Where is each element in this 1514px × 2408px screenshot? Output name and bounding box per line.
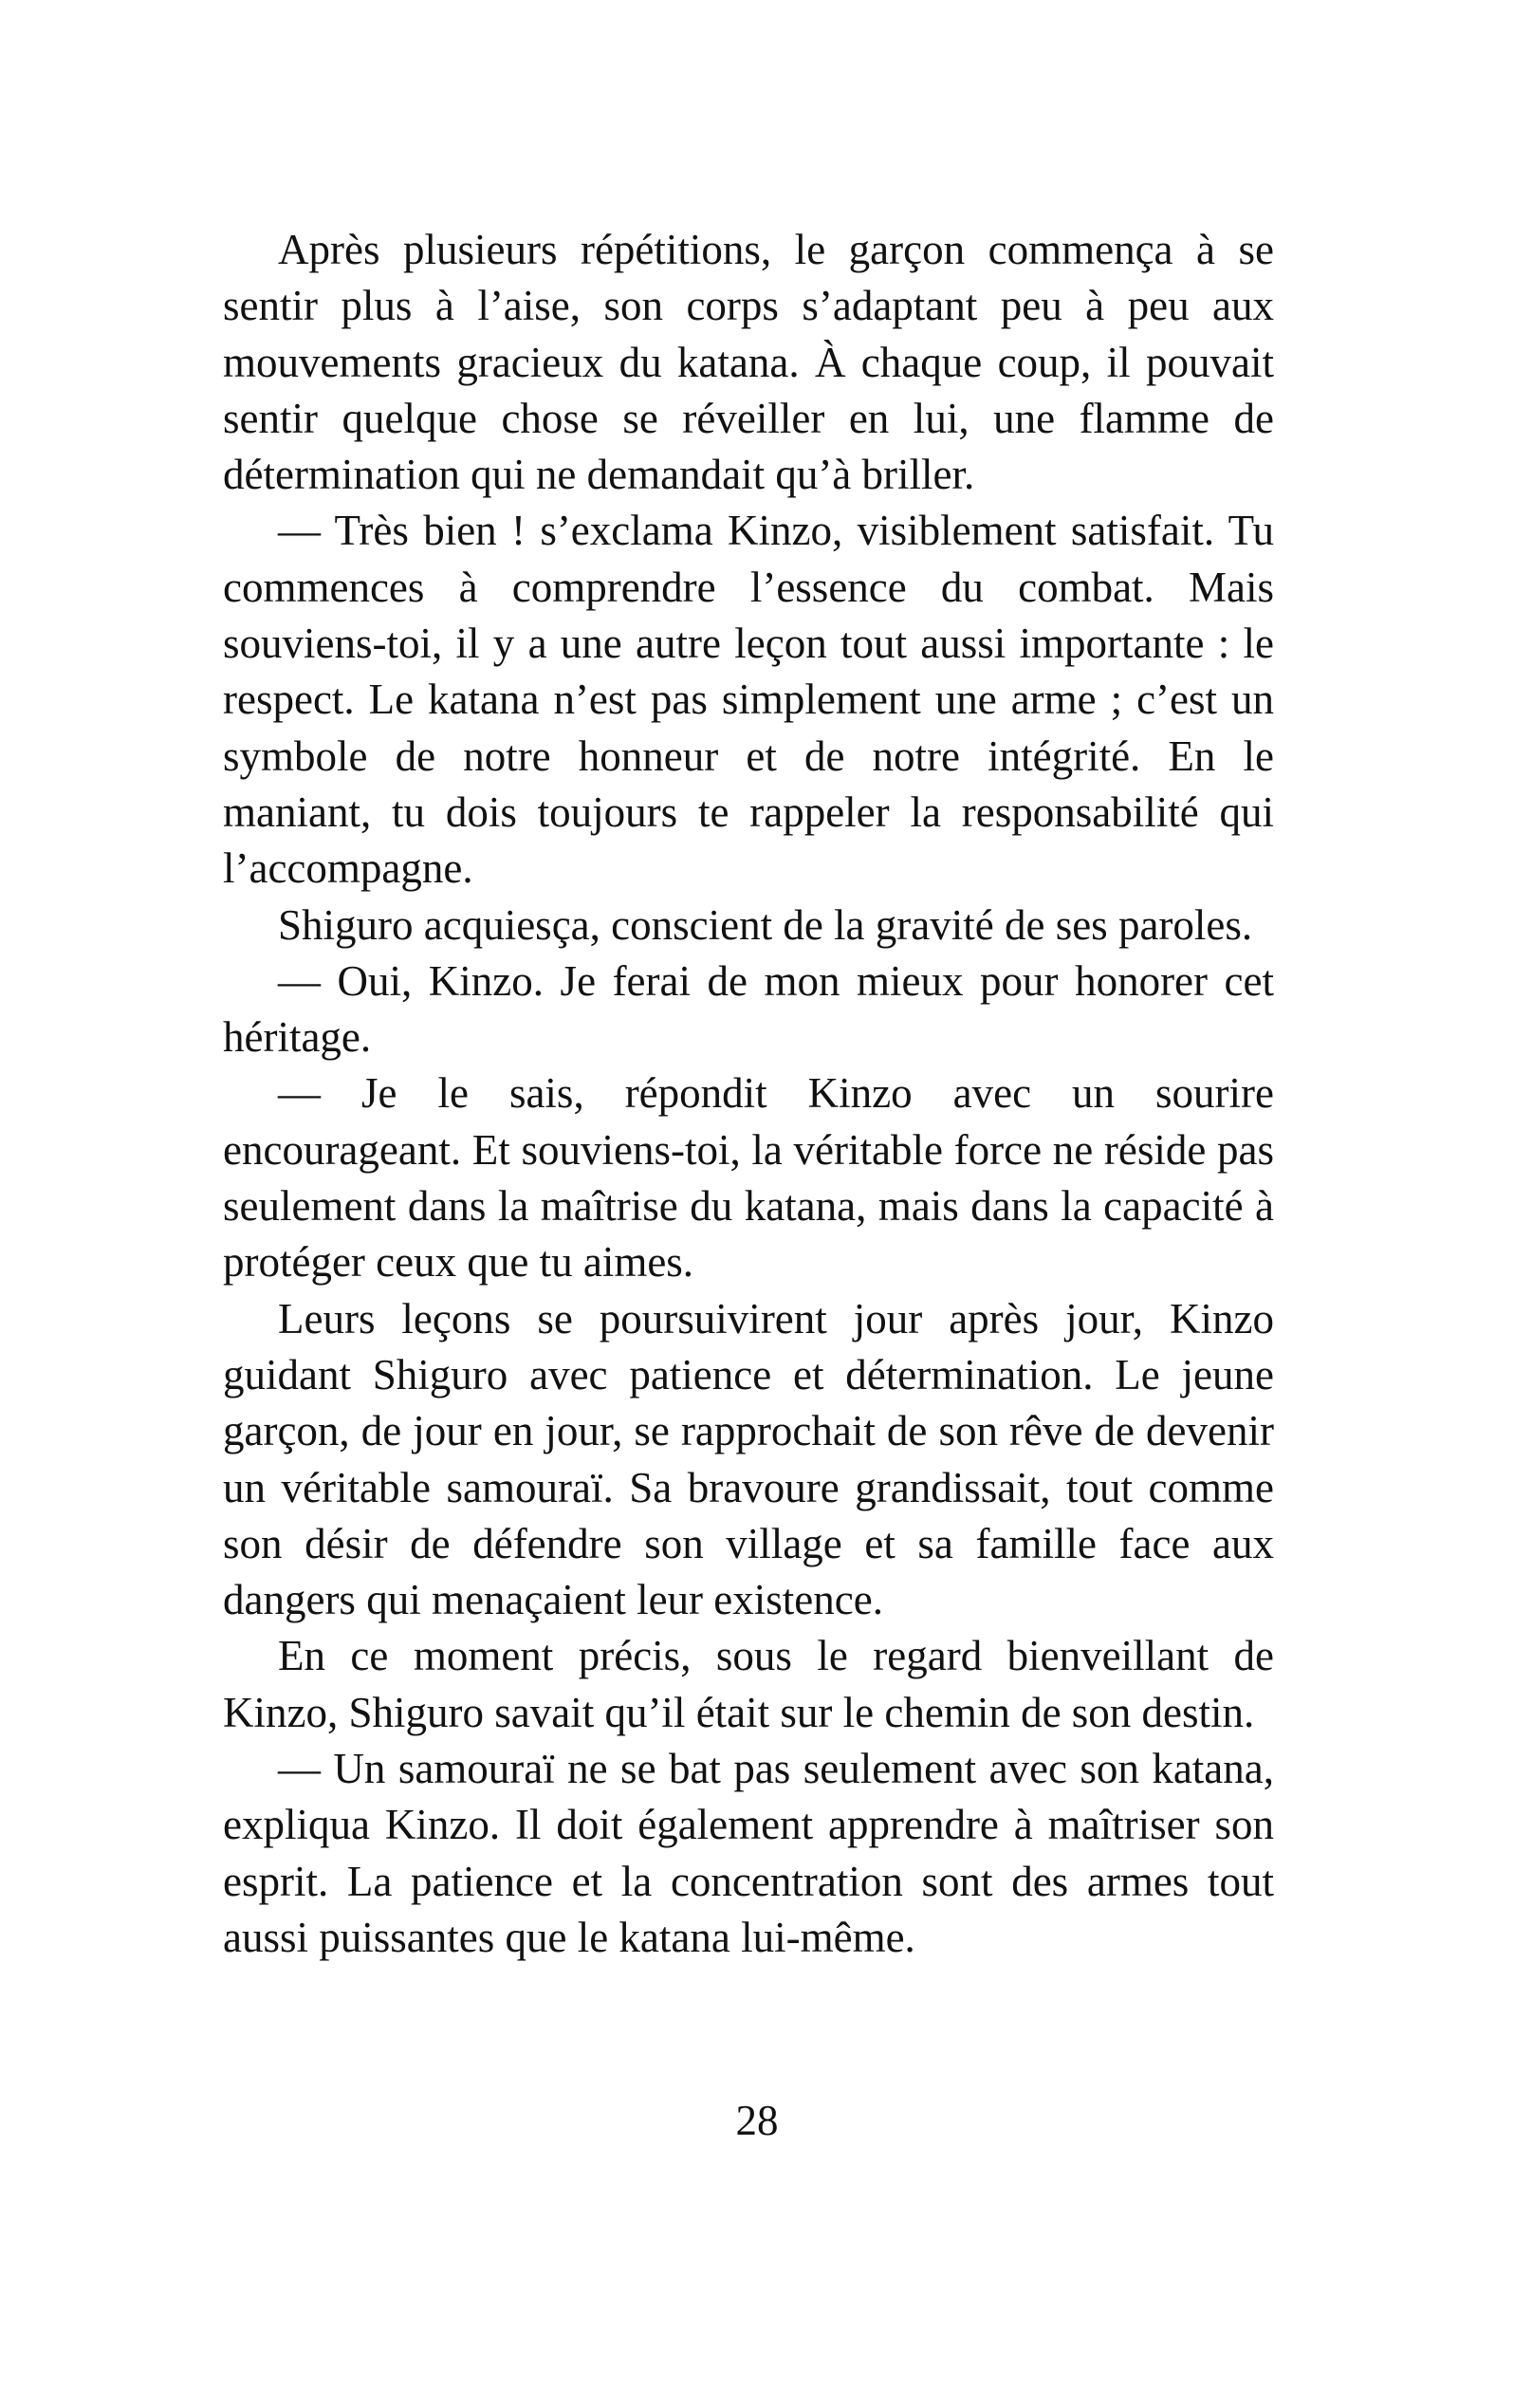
paragraph: — Oui, Kinzo. Je ferai de mon mieux pour honorer cet héritage. [223, 956, 1274, 1062]
paragraph: En ce moment précis, sous le regard bienveillant de Kinzo, Shiguro savait qu’il était sur le chemin de son destin. [223, 1632, 1274, 1736]
paragraph: Après plusieurs répétitions, le garçon commença à se sentir plus à l’aise, son corps s’adaptant peu à peu aux mouvements gracieux du katana. À chaque coup, il pouvait sentir quelque chose se réveiller en lui, une flamme de détermination qui ne demandait qu’à briller. [223, 226, 1274, 499]
paragraph: Leurs leçons se poursuivirent jour après jour, Kinzo guidant Shiguro avec patience et détermination. Le jeune garçon, de jour en jour, se rapprochait de son rêve de devenir un véritable samouraï. Sa bravoure grandissait, tout comme son désir de défendre son village et sa famille face aux dangers qui menaçaient leur existence. [223, 1294, 1274, 1624]
paragraph: Shiguro acquiesça, conscient de la gravité de ses paroles. [278, 900, 1253, 949]
paragraph: — Très bien ! s’exclama Kinzo, visiblement satisfait. Tu commences à comprendre l’essence du combat. Mais souviens-toi, il y a une autre leçon tout aussi importante : le respect. Le katana n’est pas simplement une arme ; c’est un symbole de notre honneur et de notre intégrité. En le maniant, tu dois toujours te rappeler la responsabilité qui l’accompagne. [223, 507, 1274, 893]
paragraph: — Je le sais, répondit Kinzo avec un sourire encourageant. Et souviens-toi, la véritable force ne réside pas seulement dans la maîtrise du katana, mais dans la capacité à protéger ceux que tu aimes. [223, 1069, 1274, 1287]
page-body [223, 222, 1274, 1966]
page-number: 28 [735, 2097, 779, 2144]
paragraph: — Un samouraï ne se bat pas seulement avec son katana, expliqua Kinzo. Il doit également apprendre à maîtriser son esprit. La patience et la concentration sont des armes tout aussi puissantes que le katana lui-même. [223, 1745, 1274, 1961]
